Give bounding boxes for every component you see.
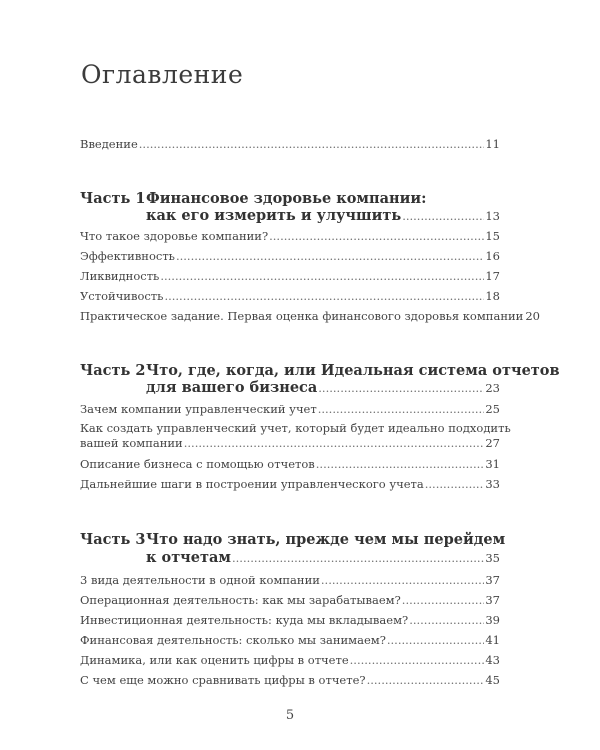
toc-entry-label: Практическое задание. Первая оценка финансового здоровья компании — [80, 309, 524, 323]
toc-entry-page: 41 — [485, 633, 500, 647]
part-3-heading[interactable] — [80, 531, 505, 548]
part-title-line2: к отчетам — [146, 549, 231, 566]
dot-leader — [184, 436, 485, 450]
part-2-heading[interactable] — [80, 362, 560, 379]
part-title-line1: Что надо знать, прежде чем мы перейдем — [146, 531, 506, 548]
part-page: 35 — [485, 551, 500, 565]
page-title: Оглавление — [81, 60, 244, 89]
toc-entry[interactable] — [80, 402, 500, 416]
dot-leader — [367, 673, 485, 687]
toc-entry[interactable] — [80, 229, 500, 243]
part-title-line1: Финансовое здоровье компании: — [146, 190, 427, 207]
toc-entry-label: Инвестиционная деятельность: куда мы вкладываем? — [80, 613, 409, 627]
dot-leader — [350, 653, 485, 667]
toc-entry-intro[interactable] — [80, 137, 500, 151]
dot-leader — [318, 402, 485, 416]
toc-entry-page: 43 — [485, 653, 500, 667]
dot-leader — [402, 593, 485, 607]
toc-entry-page: 11 — [485, 137, 500, 151]
toc-entry-page: 16 — [485, 249, 500, 263]
dot-leader — [176, 249, 484, 263]
toc-entry[interactable] — [80, 593, 500, 607]
part-title-line1: Что, где, когда, или Идеальная система отчетов — [146, 362, 560, 379]
toc-entry-page: 37 — [485, 573, 500, 587]
toc-entry-label: Дальнейшие шаги в построении управленческого учета — [80, 477, 424, 491]
toc-entry-label: Введение — [80, 137, 138, 151]
toc-entry-label: С чем еще можно сравнивать цифры в отчете? — [80, 673, 366, 687]
toc-entry-page: 45 — [485, 673, 500, 687]
toc-entry[interactable] — [80, 249, 500, 263]
dot-leader — [409, 613, 484, 627]
part-2-heading-line2[interactable] — [146, 379, 500, 397]
toc-entry-label: Зачем компании управленческий учет — [80, 402, 317, 416]
dot-leader — [232, 550, 484, 567]
toc-entry[interactable] — [80, 573, 500, 587]
dot-leader — [321, 573, 484, 587]
toc-entry-page: 27 — [485, 436, 500, 450]
toc-entry-page: 37 — [485, 593, 500, 607]
toc-entry-label: Эффективность — [80, 249, 175, 263]
toc-entry[interactable] — [80, 269, 500, 283]
toc-entry[interactable] — [80, 633, 500, 647]
part-label: Часть 3 — [80, 531, 146, 548]
dot-leader — [387, 633, 484, 647]
toc-entry-label: Ликвидность — [80, 269, 160, 283]
toc-entry[interactable] — [80, 477, 500, 491]
dot-leader — [425, 477, 485, 491]
part-page: 23 — [485, 381, 500, 395]
toc-entry[interactable] — [80, 289, 500, 303]
toc-entry-label: Динамика, или как оценить цифры в отчете — [80, 653, 349, 667]
part-label: Часть 2 — [80, 362, 146, 379]
dot-leader — [269, 229, 484, 243]
dot-leader — [139, 137, 485, 151]
part-title-line2: как его измерить и улучшить — [146, 207, 402, 224]
toc-entry-page: 25 — [485, 402, 500, 416]
toc-entry-label: Финансовая деятельность: сколько мы занимаем? — [80, 633, 386, 647]
toc-entry-label: Что такое здоровье компании? — [80, 229, 269, 243]
part-page: 13 — [485, 209, 500, 223]
toc-entry-page: 33 — [485, 477, 500, 491]
toc-entry-label: Описание бизнеса с помощью отчетов — [80, 457, 315, 471]
toc-entry[interactable] — [80, 673, 500, 687]
toc-entry[interactable] — [80, 436, 500, 450]
toc-entry[interactable] — [80, 653, 500, 667]
dot-leader — [164, 289, 484, 303]
dot-leader — [316, 457, 485, 471]
dot-leader — [318, 380, 484, 397]
part-1-heading[interactable] — [80, 190, 426, 207]
toc-entry[interactable] — [80, 613, 500, 627]
toc-entry-page: 31 — [485, 457, 500, 471]
part-title-line2: для вашего бизнеса — [146, 379, 318, 396]
page-number: 5 — [285, 708, 295, 723]
part-label: Часть 1 — [80, 190, 146, 207]
toc-entry-label: вашей компании — [80, 436, 183, 450]
part-1-heading-line2[interactable] — [146, 207, 500, 225]
toc-entry-wrapped-line[interactable]: Как создать управленческий учет, который будет идеально подходить — [80, 421, 511, 435]
toc-entry-page: 18 — [485, 289, 500, 303]
toc-entry[interactable] — [80, 309, 540, 323]
toc-entry-page: 17 — [485, 269, 500, 283]
toc-entry-label: 3 вида деятельности в одной компании — [80, 573, 320, 587]
toc-entry-label: Операционная деятельность: как мы зарабатываем? — [80, 593, 401, 607]
toc-entry-page: 15 — [485, 229, 500, 243]
dot-leader — [402, 208, 484, 225]
dot-leader — [160, 269, 484, 283]
toc-entry-page: 20 — [525, 309, 540, 323]
toc-entry-page: 39 — [485, 613, 500, 627]
toc-entry[interactable] — [80, 457, 500, 471]
part-3-heading-line2[interactable] — [146, 549, 500, 567]
toc-entry-label: Устойчивость — [80, 289, 164, 303]
